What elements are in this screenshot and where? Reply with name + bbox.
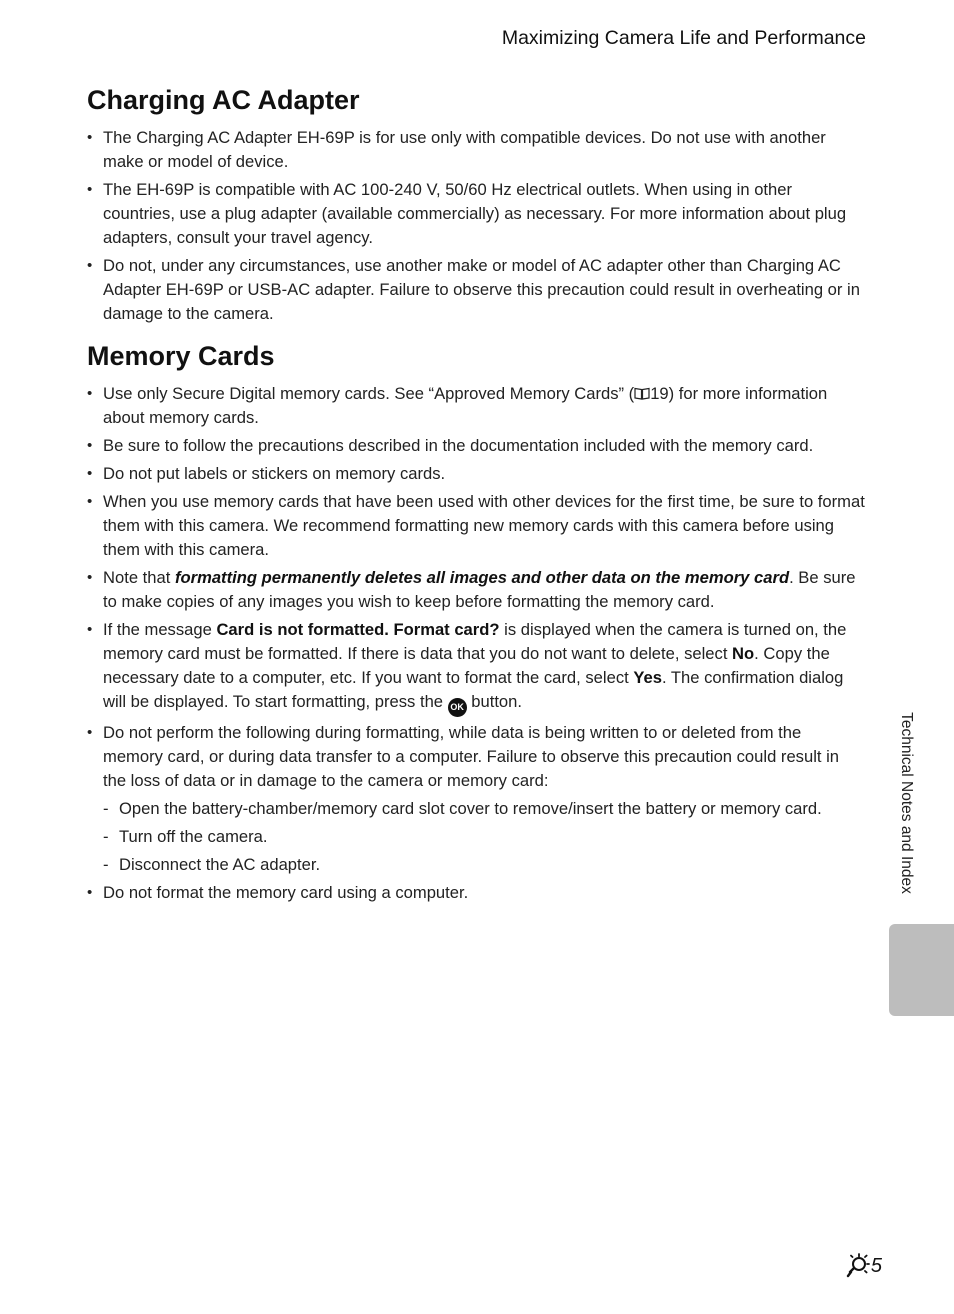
side-tab-marker[interactable] [889,924,954,1016]
list-item: • Do not put labels or stickers on memory cards. [87,462,865,486]
item-text: Do not perform the following during formatting, while data is being written to or deleted from the memory card, or during data transfer to a computer. Failure to observe this precaution could result in the loss of data or in damage to the camera or memory card: [103,723,840,790]
list-item: • Be sure to follow the precautions described in the documentation included with the memory card. [87,434,865,458]
reference-section-icon [844,1253,870,1279]
item-text: . Be sure to make copies of any images you wish to keep before formatting the memory card. [103,568,856,611]
list-item: • The Charging AC Adapter EH-69P is for use only with compatible devices. Do not use with another make or model of device. [87,126,865,174]
ok-button-icon: OK [448,698,467,717]
page-number [844,1253,882,1279]
camera-message: Card is not formatted. Format card? [216,620,500,639]
sub-list-item: - Turn off the camera. [103,825,865,849]
list-item [87,721,865,877]
item-text: . Copy the necessary date to a computer, etc. If you want to format the card, select [103,644,830,687]
adapter-bullet-list [87,126,865,330]
option-no: No [732,644,755,663]
formatting-precautions-sublist [103,797,865,877]
item-text: . The confirmation dialog will be displayed. To start formatting, press the [103,668,844,711]
list-item [87,618,865,717]
section-title-charging-ac-adapter: Charging AC Adapter [87,85,360,115]
list-item: • Do not, under any circumstances, use another make or model of AC adapter other than Charging AC Adapter EH-69P or USB-AC adapter. Failure to observe this precaution could result in overheating or in damage to the camera. [87,254,865,326]
list-item [87,566,865,614]
list-item: • When you use memory cards that have been used with other devices for the first time, be sure to format them with this camera. We recommend formatting new memory cards with this camera before using them with this camera. [87,490,865,562]
item-text: If the message [103,620,217,639]
item-text: is displayed when the camera is turned on, the memory card must be formatted. If there is data that you do not want to delete, select [103,620,847,663]
list-item: • The EH-69P is compatible with AC 100-240 V, 50/60 Hz electrical outlets. When using in other countries, use a plug adapter (available commercially) as necessary. For more information about plug adapters, consult your travel agency. [87,178,865,250]
memory-card-bullet-list [87,382,865,909]
section-title-memory-cards: Memory Cards [87,341,275,371]
sub-list-item: - Open the battery-chamber/memory card slot cover to remove/insert the battery or memory card. [103,797,865,821]
page-reference[interactable]: 19 [650,384,669,403]
formatting-warning-emphasis: formatting permanently deletes all images and other data on the memory card [174,568,790,587]
item-text: Use only Secure Digital memory cards. See “Approved Memory Cards” ( [103,384,635,403]
item-text: ) for more information about memory cards. [103,384,828,427]
list-item: • Do not format the memory card using a computer. [87,881,865,905]
list-item [87,382,865,430]
sub-list-item: - Disconnect the AC adapter. [103,853,865,877]
running-header: Maximizing Camera Life and Performance [501,27,866,49]
side-tab-label: Technical Notes and Index [898,712,915,894]
item-text: Note that [103,568,175,587]
page-number-value: 5 [870,1254,882,1277]
book-reference-icon [634,387,650,400]
option-yes: Yes [633,668,662,687]
item-text: button. [466,692,522,711]
